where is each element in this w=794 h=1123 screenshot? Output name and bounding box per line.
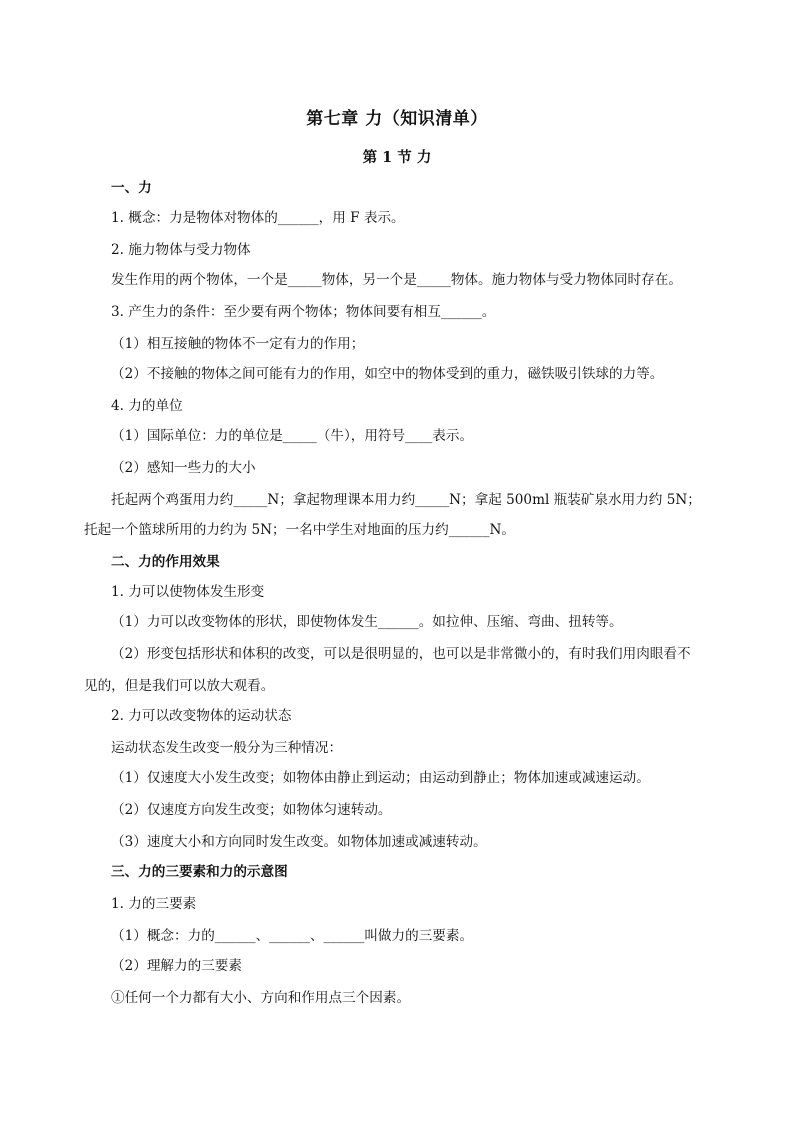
text-line: （2）不接触的物体之间可能有力的作用，如空中的物体受到的重力，磁铁吸引铁球的力等。 xyxy=(111,366,664,382)
text-line: 托起一个篮球所用的力约为 5N；一名中学生对地面的压力约______N。 xyxy=(84,522,515,538)
text-line: 1. 概念：力是物体对物体的______，用 F 表示。 xyxy=(111,210,405,226)
text-line: 运动状态发生改变一般分为三种情况： xyxy=(111,740,343,756)
text-line: 托起两个鸡蛋用力约_____N；拿起物理课本用力约_____N；拿起 500ml 瓶装矿泉水用力约 5N； xyxy=(111,492,701,508)
section-title: 第 1 节 力 xyxy=(362,149,432,166)
text-line: 2. 施力物体与受力物体 xyxy=(111,242,251,258)
text-line: 1. 力的三要素 xyxy=(111,896,197,912)
text-line: （1）相互接触的物体不一定有力的作用； xyxy=(111,336,365,352)
chapter-title: 第七章 力（知识清单） xyxy=(306,109,488,129)
text-line: （3）速度大小和方向同时发生改变。如物体加速或减速转动。 xyxy=(111,834,487,850)
heading-effect: 二、力的作用效果 xyxy=(111,554,220,570)
text-line: 3. 产生力的条件：至少要有两个物体；物体间要有相互______。 xyxy=(111,304,496,320)
text-line: （1）仅速度大小发生改变；如物体由静止到运动；由运动到静止；物体加速或减速运动。 xyxy=(111,770,650,786)
heading-three-elements: 三、力的三要素和力的示意图 xyxy=(111,864,288,880)
text-line: ①任何一个力都有大小、方向和作用点三个因素。 xyxy=(111,990,411,1006)
text-line: （1）国际单位：力的单位是_____（牛），用符号____表示。 xyxy=(111,428,474,444)
text-line: 2. 力可以改变物体的运动状态 xyxy=(111,708,292,724)
text-line: （2）形变包括形状和体积的改变，可以是很明显的，也可以是非常微小的，有时我们用肉眼看不 xyxy=(111,646,691,662)
text-line: 发生作用的两个物体，一个是_____物体，另一个是_____物体。施力物体与受力物体同时存在。 xyxy=(111,272,682,288)
text-line: （2）感知一些力的大小 xyxy=(111,460,256,476)
text-line: （1）概念：力的______、______、______叫做力的三要素。 xyxy=(111,928,474,944)
text-line: 见的，但是我们可以放大观看。 xyxy=(84,678,275,694)
text-line: 1. 力可以使物体发生形变 xyxy=(111,584,265,600)
text-line: 4. 力的单位 xyxy=(111,398,183,414)
heading-force: 一、力 xyxy=(111,180,152,196)
text-line: （2）仅速度方向发生改变；如物体匀速转动。 xyxy=(111,802,392,818)
text-line: （1）力可以改变物体的形状，即使物体发生______。如拉伸、压缩、弯曲、扭转等。 xyxy=(111,614,623,630)
text-line: （2）理解力的三要素 xyxy=(111,958,242,974)
